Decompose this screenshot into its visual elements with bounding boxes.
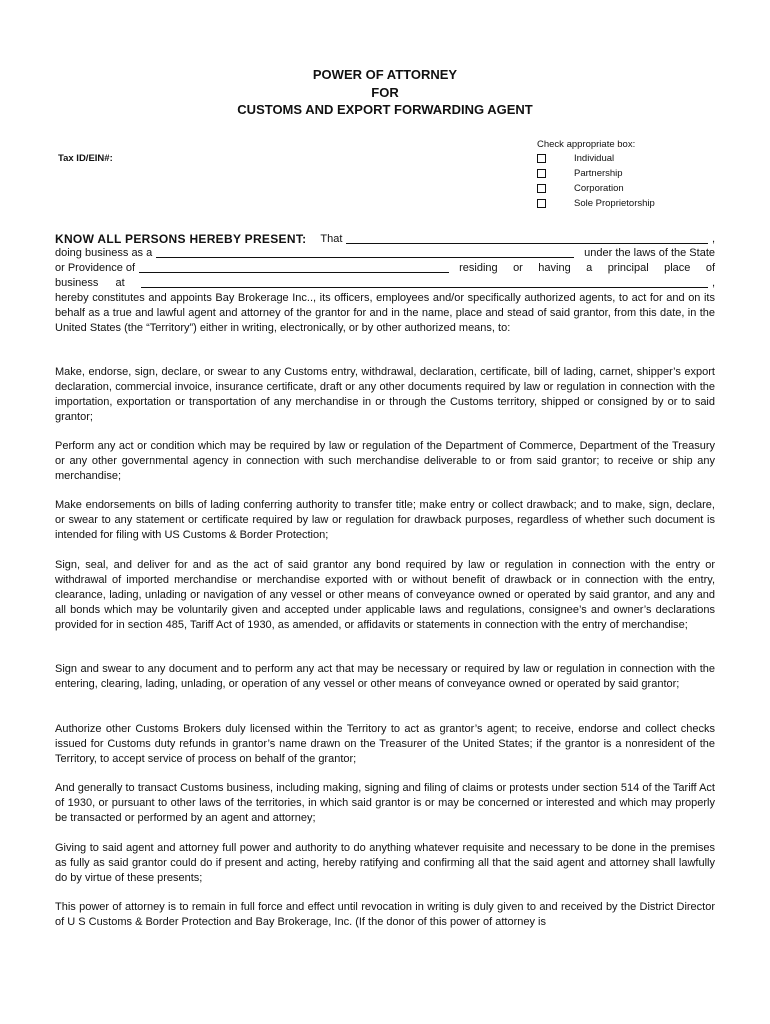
- checkbox-label: Corporation: [574, 182, 624, 194]
- checkbox-label: Sole Proprietorship: [574, 197, 655, 209]
- paragraph-8: Giving to said agent and attorney full power and authority to do anything whatever requisite and necessary to be done in the premises as fully as said grantor could do if present and acting, hereby ratifying and confirming all that the said agent and attorney shall lawfully do by virtue of these presents;: [55, 842, 715, 884]
- title-line-3: CUSTOMS AND EXPORT FORWARDING AGENT: [237, 102, 533, 117]
- paragraph-7: And generally to transact Customs business, including making, signing and filing of claims or protests under section 514 of the Tariff Act of 1930, or pursuant to other laws of the territories, in which said grantor is or may be concerned or interested and which may properly be transacted or performed by an agent and attorney;: [55, 782, 715, 824]
- appointment-paragraph: hereby constitutes and appoints Bay Brokerage Inc.., its officers, employees and/or specifically authorized agents, to act for and on its behalf as a true and lawful agent and attorney of the grantor for and in the name, place and stead of said grantor, from this date, in the United States (the “Territory”) either in writing, electronically, or by other authorized means, to:: [55, 292, 715, 334]
- business-address-line: [55, 276, 715, 291]
- paragraph-6: Authorize other Customs Brokers duly licensed within the Territory to act as grantor’s agent; to receive, endorse and collect checks issued for Customs duty refunds in grantor’s name drawn on the Treasurer of the United States; if the grantor is a nonresident of the Territory, to accept service of process on behalf of the grantor;: [55, 723, 715, 765]
- entity-type-partnership[interactable]: [537, 166, 623, 180]
- checkbox-sole-proprietorship[interactable]: [537, 199, 546, 208]
- doing-business-label: doing business as a: [55, 247, 153, 259]
- checkbox-partnership[interactable]: [537, 169, 546, 178]
- that-label: That: [320, 233, 343, 245]
- state-line: [55, 261, 715, 276]
- paragraph-9: This power of attorney is to remain in full force and effect until revocation in writing is duly given to and received by the District Director of U S Customs & Border Protection and Bay Brokerage, Inc. (If the donor of this power of attorney is: [55, 901, 715, 928]
- paragraph-4: Sign, seal, and deliver for and as the act of said grantor any bond required by law or regulation in connection with the entry or withdrawal of imported merchandise or merchandise exported with or without benefit of drawback or in connection with the entry, clearance, lading, unlading or navigation of any vessel or other means of conveyance owned or operated by said grantor, and any and all bonds which may be voluntarily given and accepted under applicable laws and regulations, consignee’s and owner’s declarations provided for in section 485, Tariff Act of 1930, as amended, or affidavits or statements in connection with the entry of merchandise;: [55, 559, 715, 631]
- tax-id-label: Tax ID/EIN#:: [58, 153, 113, 164]
- state-field[interactable]: [139, 271, 449, 273]
- paragraph-3: Make endorsements on bills of lading conferring authority to transfer title; make entry or collect drawback; and to make, sign, declare, or swear to any statement or certificate required by law or regulation for drawback purposes, regardless of whether such document is intended for filing with US Customs & Border Protection;: [55, 499, 715, 541]
- residing-label: residing or having a principal place of: [459, 262, 715, 274]
- comma: ,: [711, 233, 715, 245]
- title-line-1: POWER OF ATTORNEY: [312, 67, 458, 82]
- checkbox-label: Partnership: [574, 167, 623, 179]
- grantor-name-field[interactable]: [346, 242, 708, 244]
- comma: ,: [711, 277, 715, 289]
- entity-type-sole-proprietorship[interactable]: [537, 196, 655, 210]
- under-laws-label: under the laws of the State: [584, 247, 715, 259]
- know-heading: KNOW ALL PERSONS HEREBY PRESENT:: [55, 232, 307, 246]
- doing-business-line: [55, 246, 715, 261]
- checkbox-individual[interactable]: [537, 154, 546, 163]
- paragraph-1: Make, endorse, sign, declare, or swear to any Customs entry, withdrawal, declaration, certificate, bill of lading, carnet, shipper’s export declaration, commercial invoice, insurance certificate, draft or any other documents required by law or regulation in connection with the importation, exportation or transportation of any merchandise in or through the Customs territory, shipped or consigned by or to said grantor;: [55, 366, 715, 423]
- grantor-name-line: [55, 230, 715, 247]
- entity-type-individual[interactable]: [537, 151, 614, 165]
- checkbox-label: Individual: [574, 152, 615, 164]
- business-address-field[interactable]: [141, 286, 708, 288]
- business-at-label: business at: [55, 277, 125, 289]
- paragraph-2: Perform any act or condition which may be required by law or regulation of the Department of Commerce, Department of the Treasury or any other governmental agency in connection with such merchandise deliverable to or from said grantor; to receive or ship any merchandise;: [55, 440, 715, 482]
- entity-type-corporation[interactable]: [537, 181, 624, 195]
- checkbox-corporation[interactable]: [537, 184, 546, 193]
- title-line-2: FOR: [371, 84, 399, 100]
- paragraph-5: Sign and swear to any document and to perform any act that may be necessary or required by law or regulation in connection with the entering, clearing, lading, unlading, or operation of any vessel or other means of conveyance owned or operated by said grantor;: [55, 663, 715, 690]
- business-type-field[interactable]: [156, 256, 574, 258]
- checkbox-header: Check appropriate box:: [537, 139, 636, 150]
- document-title: [0, 66, 770, 119]
- providence-label: or Providence of: [55, 262, 136, 274]
